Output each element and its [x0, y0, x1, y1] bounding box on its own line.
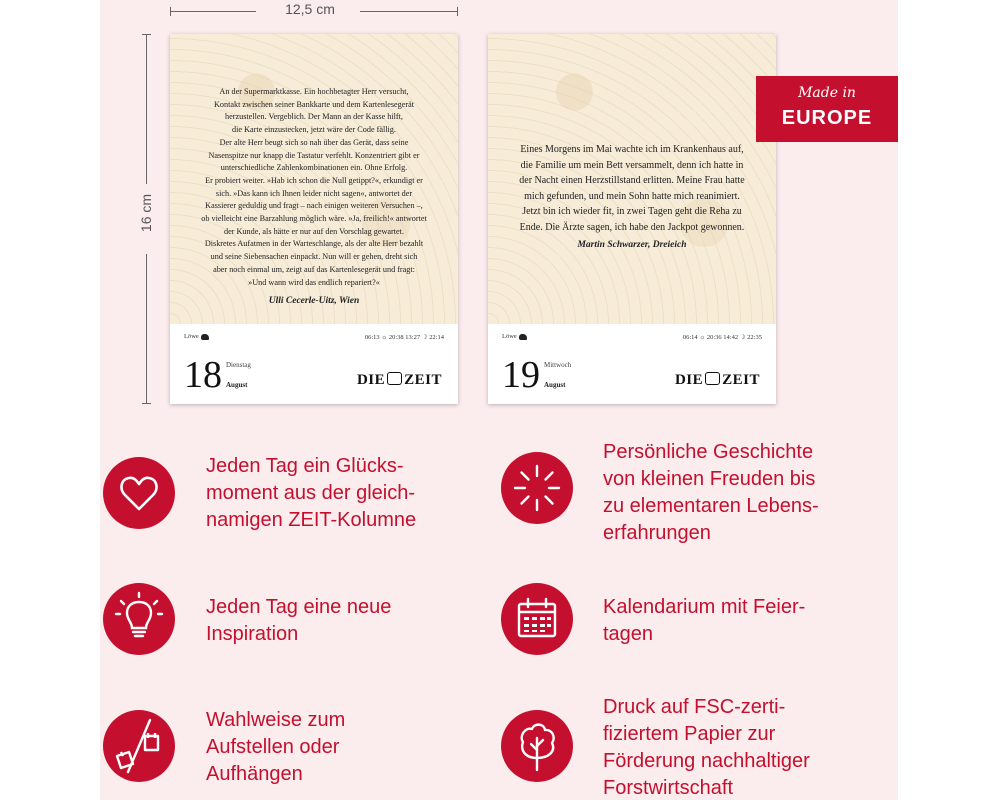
badge-main-text: EUROPE [781, 107, 873, 129]
lion-icon [201, 334, 209, 340]
sun-moon-times: 06:13 ☼ 20:38 13:27 ☽ 22:14 [364, 334, 444, 341]
weekday: Mittwoch [544, 361, 572, 369]
feature-text-fsc: Druck auf FSC-zerti- fiziertem Papier zur Förderung nachhaltiger Forstwirtschaft [603, 696, 810, 799]
calendar-page-19 [488, 34, 776, 404]
info-line [502, 333, 762, 345]
feature-text-gluecksmoment: Jeden Tag ein Glücks- moment aus der gleich- namigen ZEIT-Kolumne [206, 455, 417, 531]
feature-text-inspiration: Jeden Tag eine neue Inspiration [206, 596, 392, 645]
heart-icon [103, 457, 175, 529]
zodiac-sign: Löwe [502, 333, 527, 340]
sun-moon-times: 06:14 ☼ 20:36 14:42 ☽ 22:35 [682, 334, 762, 341]
feature-text-geschichte: Persönliche Geschichte von kleinen Freuden bis zu elementaren Lebens- erfahrungen [603, 441, 819, 544]
info-line [184, 333, 444, 345]
weekday: Dienstag [226, 361, 251, 369]
feature-text-aufstellen: Wahlweise zum Aufstellen oder Aufhängen [206, 709, 346, 785]
tree-icon [501, 710, 573, 782]
month: August [544, 381, 566, 389]
story-author: Ulli Cecerle-Uitz, Wien [268, 296, 360, 306]
stand-hang-icon [103, 710, 175, 782]
badge-top-text: Made in [798, 85, 856, 101]
die-zeit-logo: DIE ZEIT [674, 372, 760, 388]
story-text: Eines Morgens im Mai wachte ich im Krankenhaus auf, die Familie um mein Bett versammelt, denn ich hatte in der Nacht einen Herzstillstand erlitten. Meine Frau hatte mich gefunden, und mein Sohn hatte mich reanimiert. Jetzt bin ich wieder fit, in zwei Tagen geht die Reha zu Ende. Die Ärzte sagen, ich habe den Jackpot gewonnen. [519, 144, 745, 233]
zodiac-sign: Löwe [184, 333, 209, 340]
lion-icon [519, 334, 527, 340]
crest-icon [705, 372, 720, 385]
calendar-page-18 [170, 34, 458, 404]
calendar-icon [501, 583, 573, 655]
height-label: 16 cm [138, 193, 154, 233]
day-number: 19 [502, 354, 540, 396]
month: August [226, 381, 248, 389]
day-number: 18 [184, 354, 222, 396]
die-zeit-logo: DIE ZEIT [356, 372, 442, 388]
story-author: Martin Schwarzer, Dreieich [577, 240, 687, 250]
lightbulb-icon [103, 583, 175, 655]
feature-text-kalendarium: Kalendarium mit Feier- tagen [603, 596, 806, 645]
made-in-europe-badge [756, 76, 898, 142]
crest-icon [387, 372, 402, 385]
sparkle-icon [501, 452, 573, 524]
story-text: An der Supermarktkasse. Ein hochbetagter Herr versucht, Kontakt zwischen seiner Bankkarte und dem Kartenlesegerät herzustellen. Vergeblich. Der Mann an der Kasse hilft, die Karte einzustecken, jetzt wäre der Code fällig. Der alte Herr beugt sich so nah über das Gerät, dass seine Nasenspitze nur knapp die Tastatur verfehlt. Konzentriert gibt er unterschiedliche Zahlenkombinationen ein. Ohne Erfolg. Er probiert weiter. »Hab ich schon die Null getippt?«, erkundigt er sich. »Das kann ich Ihnen leider nicht sagen«, antwortet der Kassierer geduldig und fragt – nach einigen weiteren Versuchen –, ob vielleicht eine Barzahlung möglich wäre. »Ja, freilich!« antwortet der Kunde, als hätte er nur auf den Vorschlag gewartet. Diskretes Aufatmen in der Warteschlange, als der alte Herr bezahlt und seine Siebensachen einpackt. Nun will er gehen, dreht sich aber noch einmal um, zeigt auf das Kartenlesegerät und fragt: »Und wann wird das endlich repariert?« [201, 87, 427, 287]
width-label: 12,5 cm [285, 1, 335, 17]
